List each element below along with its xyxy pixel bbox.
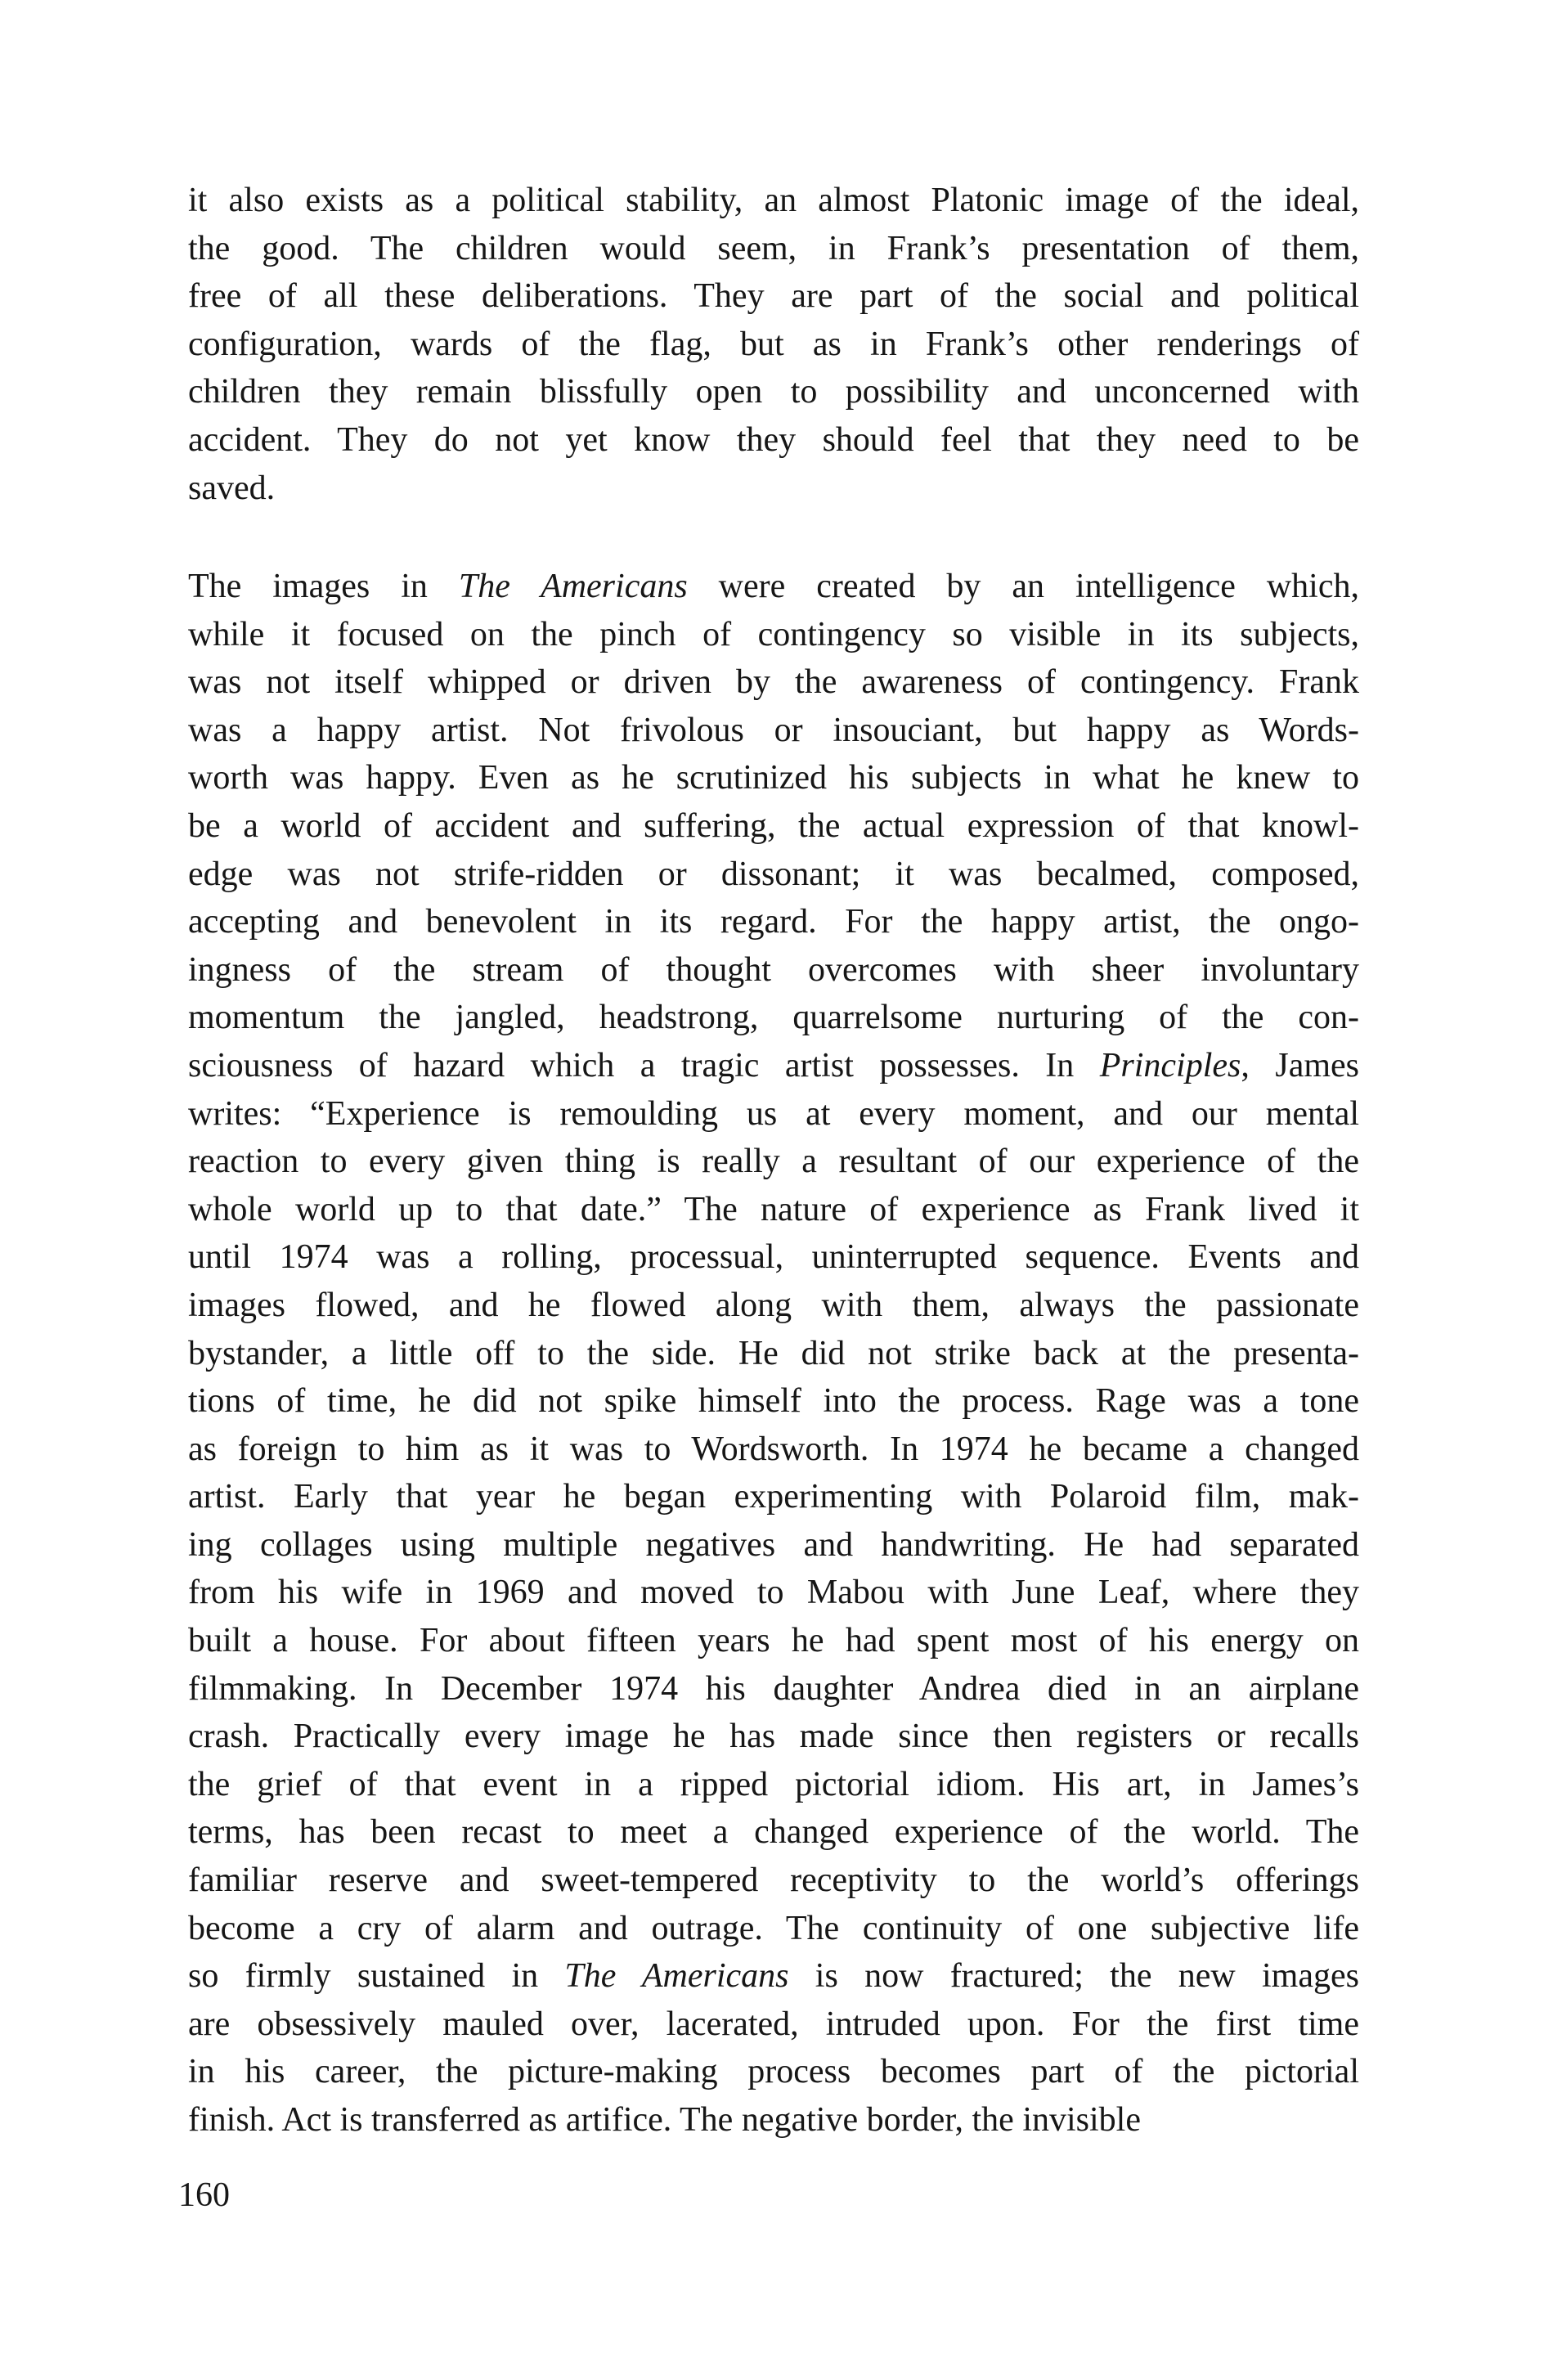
text-line [188,851,1359,899]
text-run: filmmaking. In December 1974 his daughter Andrea died in an airplane [188,1669,1359,1708]
text-line [188,465,1359,513]
text-line [188,321,1359,369]
text-line [188,754,1359,802]
text-line [188,1808,1359,1857]
text-run: until 1974 was a rolling, processual, uninterrupted sequence. Events and [188,1238,1359,1277]
paragraph-2 [188,563,1359,2144]
text-line [188,898,1359,946]
text-line [188,1330,1359,1378]
text-run: terms, has been recast to meet a changed experience of the world. The [188,1813,1359,1852]
text-run: ing collages using multiple negatives and handwriting. He had separated [188,1525,1359,1564]
text-line [188,1905,1359,1953]
text-run: images flowed, and he flowed along with them, always the passionate [188,1286,1359,1324]
text-run: accepting and benevolent in its regard. For the happy artist, the ongo- [188,903,1359,941]
text-run: were created by an intelligence which, [687,568,1359,605]
text-line [188,707,1359,755]
text-run: saved. [188,469,276,507]
text-run: artist. Early that year he began experimenting with Polaroid film, mak- [188,1478,1359,1516]
text-run: in his career, the picture-making process becomes part of the pictorial [188,2053,1359,2091]
text-line [188,1426,1359,1474]
text-run: sciousness of hazard which a tragic artist possesses. In [188,1046,1100,1084]
text-run: worth was happy. Even as he scrutinized his subjects in what he knew to [188,759,1359,797]
text-line [188,272,1359,321]
text-run: was not itself whipped or driven by the awareness of contingency. Frank [188,663,1359,702]
text-run: momentum the jangled, headstrong, quarrelsome nurturing of the con- [188,999,1359,1037]
text-line [188,1665,1359,1713]
text-line [188,1090,1359,1138]
text-run: while it focused on the pinch of contingency so visible in its subjects, [188,615,1359,653]
text-run: children they remain blissfully open to possibility and unconcerned with [188,373,1359,411]
text-run: become a cry of alarm and outrage. The continuity of one subjective life [188,1909,1359,1947]
text-line [188,1282,1359,1330]
text-line [188,368,1359,416]
text-line [188,994,1359,1042]
text-run: free of all these deliberations. They are part of the social and political [188,277,1359,316]
text-run: tions of time, he did not spike himself into the process. Rage was a tone [188,1382,1359,1421]
text-run: the good. The children would seem, in Frank’s presentation of them, [188,229,1359,267]
text-line [188,177,1359,225]
text-line [188,1857,1359,1905]
text-run: bystander, a little off to the side. He did not strike back at the presenta- [188,1334,1359,1372]
italic-title: The Americans [458,568,688,605]
text-line [188,416,1359,465]
text-run: finish. Act is transferred as artifice. The negative border, the invisible [188,2101,1141,2139]
text-line [188,658,1359,707]
text-line [188,1761,1359,1809]
page-number: 160 [178,2176,230,2214]
text-line [188,1521,1359,1569]
text-line [188,802,1359,851]
text-run: the grief of that event in a ripped pictorial idiom. His art, in James’s [188,1765,1359,1803]
text-run: be a world of accident and suffering, the actual expression of that knowl- [188,806,1359,845]
text-run: familiar reserve and sweet-tempered receptivity to the world’s offerings [188,1861,1359,1900]
text-line [188,2048,1359,2096]
text-run: so firmly sustained in [188,1957,565,1996]
text-line [188,1617,1359,1665]
text-line [188,1713,1359,1761]
text-line [188,2096,1359,2144]
paragraph-1 [188,177,1359,512]
text-line [188,611,1359,659]
text-line [188,946,1359,995]
text-line [188,1473,1359,1521]
text-line [188,225,1359,273]
text-run: accident. They do not yet know they should feel that they need to be [188,420,1359,459]
text-line [188,1233,1359,1282]
italic-title: Principles [1099,1046,1241,1084]
text-run: was a happy artist. Not frivolous or insouciant, but happy as Words- [188,711,1359,749]
text-run: it also exists as a political stability, an almost Platonic image of the ideal, [188,182,1359,219]
text-run: as foreign to him as it was to Wordsworth. In 1974 he became a changed [188,1430,1359,1468]
text-line [188,1569,1359,1617]
italic-title: The Americans [564,1957,789,1996]
text-line [188,2001,1359,2049]
text-run: whole world up to that date.” The nature of experience as Frank lived it [188,1190,1359,1228]
text-run: built a house. For about fifteen years he had spent most of his energy on [188,1622,1359,1660]
text-run: from his wife in 1969 and moved to Mabou with June Leaf, where they [188,1574,1359,1612]
text-run: edge was not strife-ridden or dissonant; it was becalmed, composed, [188,855,1359,893]
text-run: are obsessively mauled over, lacerated, intruded upon. For the first time [188,2005,1359,2043]
text-run: ingness of the stream of thought overcomes with sheer involuntary [188,950,1359,989]
text-run: writes: “Experience is remoulding us at every moment, and our mental [188,1094,1359,1133]
text-line [188,1952,1359,2001]
text-line [188,1377,1359,1426]
text-line [188,1042,1359,1090]
text-line [188,563,1359,611]
text-run: is now fractured; the new images [788,1957,1359,1996]
text-line [188,1186,1359,1234]
text-run: crash. Practically every image he has made since then registers or recalls [188,1718,1359,1756]
text-run: reaction to every given thing is really a resultant of our experience of the [188,1143,1359,1181]
text-line [188,1138,1359,1186]
text-run: configuration, wards of the flag, but as in Frank’s other renderings of [188,325,1359,363]
text-run: The images in [188,568,459,605]
text-run: , James [1241,1046,1359,1084]
